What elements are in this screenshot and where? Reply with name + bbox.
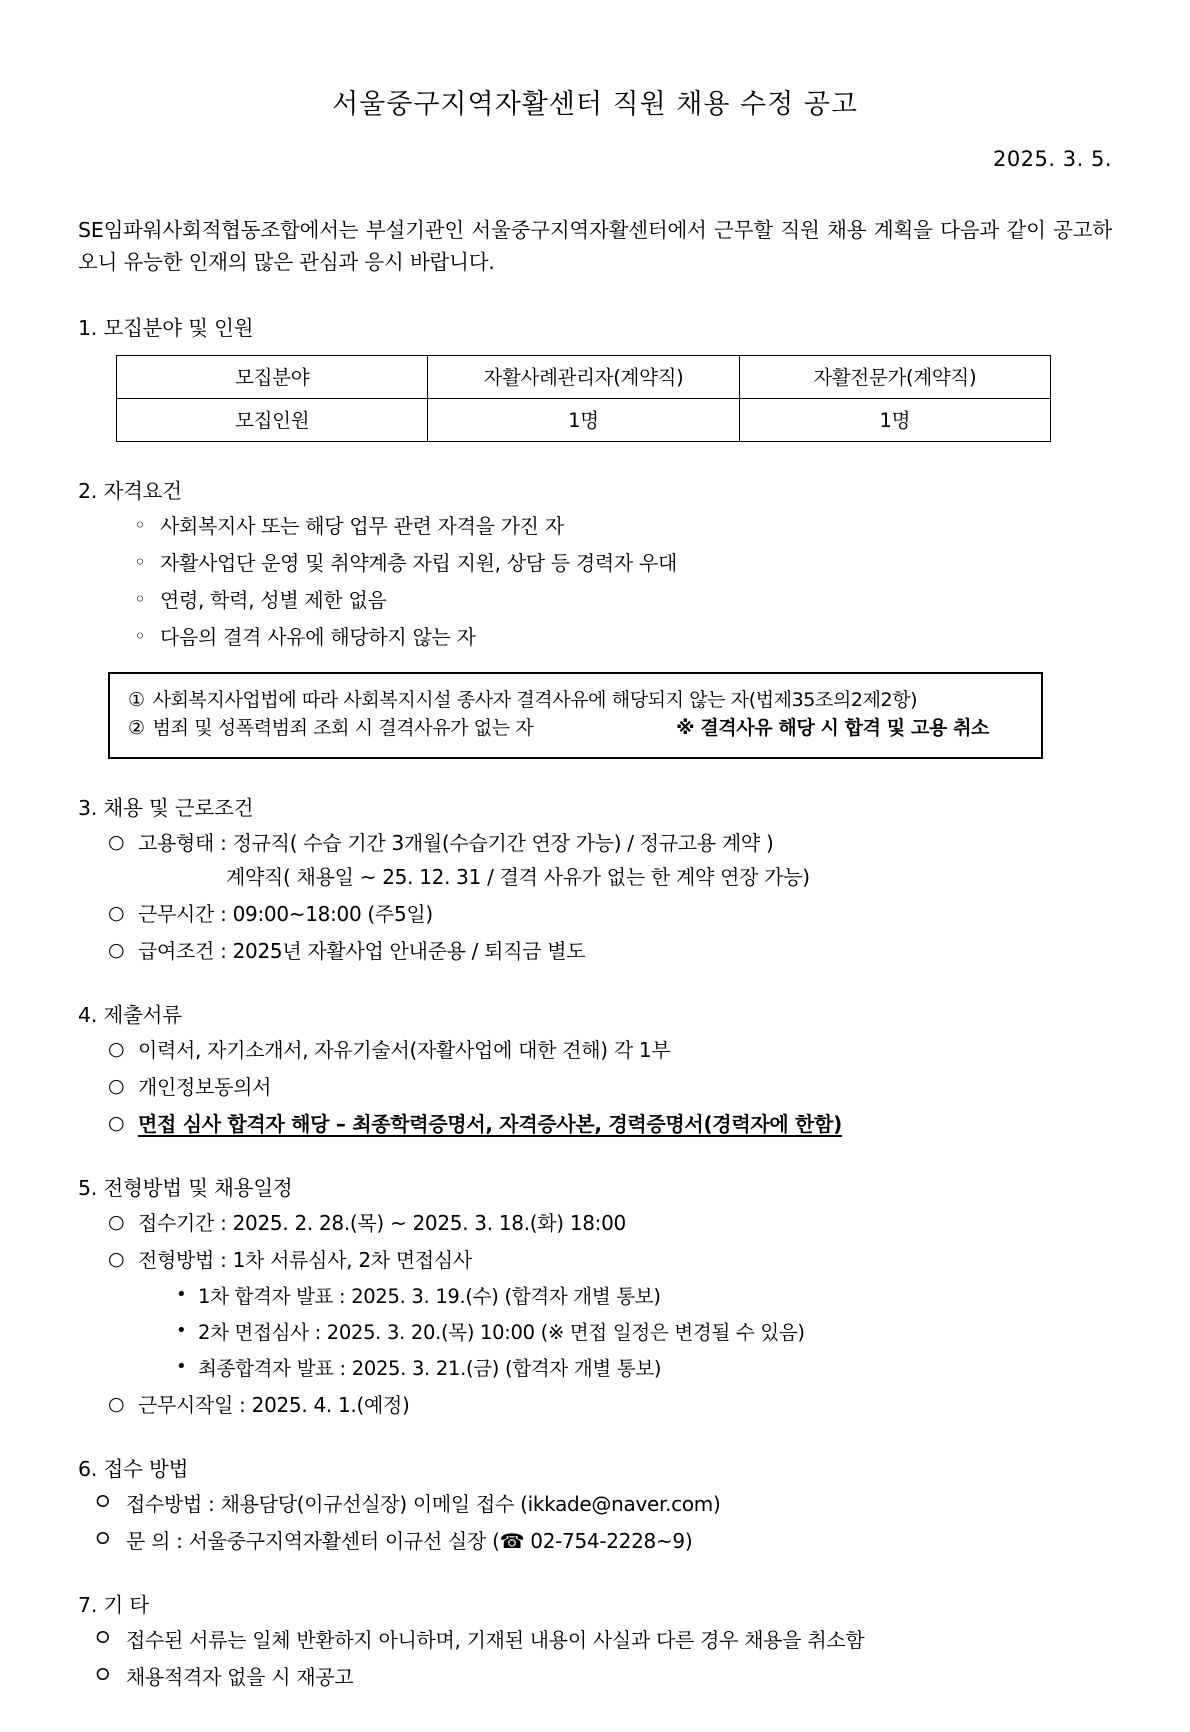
list-item: ○ 개인정보동의서 bbox=[108, 1072, 1112, 1102]
list-item: ○ 근무시간 : 09:00~18:00 (주5일) bbox=[108, 899, 1112, 929]
document-list bbox=[78, 1035, 1112, 1139]
table-cell: 자활사례관리자(계약직) bbox=[428, 355, 739, 398]
section-other bbox=[78, 1588, 1112, 1692]
schedule-sublist bbox=[78, 1282, 1112, 1384]
list-item: ◦ 자활사업단 운영 및 취약계층 자립 지원, 상담 등 경력자 우대 bbox=[134, 549, 1112, 578]
list-item: ○ 전형방법 : 1차 서류심사, 2차 면접심사 bbox=[108, 1245, 1112, 1275]
list-item: • 1차 합격자 발표 : 2025. 3. 19.(수) (합격자 개별 통보) bbox=[174, 1282, 1112, 1311]
section-application-method bbox=[78, 1452, 1112, 1556]
application-method-list bbox=[78, 1489, 1112, 1556]
schedule-list bbox=[78, 1208, 1112, 1275]
section-recruitment-fields bbox=[78, 311, 1112, 442]
disqualification-text: 범죄 및 성폭력범죄 조회 시 결격사유가 없는 자 bbox=[152, 717, 534, 740]
qualification-list bbox=[78, 512, 1112, 652]
list-item: ○ 고용형태 : 정규직( 수습 기간 3개월(수습기간 연장 가능) / 정규고용 계약 ) bbox=[108, 828, 1112, 858]
list-item: ⭘ 문 의 : 서울중구지역자활센터 이규선 실장 (☎ 02-754-2228~9) bbox=[96, 1526, 1112, 1556]
section-selection-schedule bbox=[78, 1171, 1112, 1421]
list-item: • 최종합격자 발표 : 2025. 3. 21.(금) (합격자 개별 통보) bbox=[174, 1354, 1112, 1383]
intro-paragraph: SE임파워사회적협동조합에서는 부설기관인 서울중구지역자활센터에서 근무할 직원 채용 계획을 다음과 같이 공고하오니 유능한 인재의 많은 관심과 응시 바랍니다. bbox=[78, 218, 1112, 274]
table-cell: 모집인원 bbox=[117, 398, 428, 441]
list-item: ○ 이력서, 자기소개서, 자유기술서(자활사업에 대한 견해) 각 1부 bbox=[108, 1035, 1112, 1065]
table-cell: 1명 bbox=[428, 398, 739, 441]
list-item: ○ 근무시작일 : 2025. 4. 1.(예정) bbox=[108, 1390, 1112, 1420]
list-marker: ② bbox=[128, 717, 145, 740]
disqualification-box bbox=[108, 672, 1043, 759]
section-qualifications bbox=[78, 474, 1112, 759]
disqualification-line-2 bbox=[128, 714, 1023, 743]
list-item: ⭘ 접수된 서류는 일체 반환하지 아니하며, 기재된 내용이 사실과 다른 경우 채용을 취소함 bbox=[96, 1625, 1112, 1655]
list-item: ○ 급여조건 : 2025년 자활사업 안내준용 / 퇴직금 별도 bbox=[108, 936, 1112, 966]
section7-heading: 7. 기 타 bbox=[78, 1593, 149, 1618]
list-marker: ① bbox=[128, 688, 145, 711]
section6-heading: 6. 접수 방법 bbox=[78, 1457, 189, 1482]
recruitment-table bbox=[116, 355, 1051, 442]
disqualification-line-1 bbox=[128, 686, 1023, 715]
section3-heading: 3. 채용 및 근로조건 bbox=[78, 795, 254, 820]
other-list bbox=[78, 1625, 1112, 1692]
list-item: • 2차 면접심사 : 2025. 3. 20.(목) 10:00 (※ 면접 일정은 변경될 수 있음) bbox=[174, 1318, 1112, 1347]
section1-heading: 1. 모집분야 및 인원 bbox=[78, 315, 254, 340]
list-item: ◦ 연령, 학력, 성별 제한 없음 bbox=[134, 586, 1112, 615]
table-cell: 모집분야 bbox=[117, 355, 428, 398]
list-item-emphasized: ○ 면접 심사 합격자 해당 – 최종학력증명서, 자격증사본, 경력증명서(경력자에 한함) bbox=[108, 1109, 1112, 1139]
employment-contract-continuation: 계약직( 채용일 ~ 25. 12. 31 / 결격 사유가 없는 한 계약 연장 가능) bbox=[226, 864, 810, 889]
employment-condition-list-2 bbox=[78, 899, 1112, 966]
section2-heading: 2. 자격요건 bbox=[78, 478, 182, 503]
list-item: ○ 접수기간 : 2025. 2. 28.(목) ~ 2025. 3. 18.(화) 18:00 bbox=[108, 1208, 1112, 1238]
table-row bbox=[117, 355, 1051, 398]
table-cell: 1명 bbox=[739, 398, 1050, 441]
table-row bbox=[117, 398, 1051, 441]
section5-heading: 5. 전형방법 및 채용일정 bbox=[78, 1175, 293, 1200]
table-cell: 자활전문가(계약직) bbox=[739, 355, 1050, 398]
list-item: ⭘ 접수방법 : 채용담당(이규선실장) 이메일 접수 (ikkade@naver.com) bbox=[96, 1489, 1112, 1519]
disqualification-text: 사회복지사업법에 따라 사회복지시설 종사자 결격사유에 해당되지 않는 자(법제35조의2제2항) bbox=[152, 688, 918, 711]
schedule-list-2 bbox=[78, 1390, 1112, 1420]
document-date: 2025. 3. 5. bbox=[992, 147, 1112, 171]
section-documents bbox=[78, 998, 1112, 1139]
list-item: ◦ 다음의 결격 사유에 해당하지 않는 자 bbox=[134, 623, 1112, 652]
list-item: ◦ 사회복지사 또는 해당 업무 관련 자격을 가진 자 bbox=[134, 512, 1112, 541]
list-item: ⭘ 채용적격자 없을 시 재공고 bbox=[96, 1662, 1112, 1692]
disqualification-warning: ※ 결격사유 해당 시 합격 및 고용 취소 bbox=[676, 717, 989, 740]
section4-heading: 4. 제출서류 bbox=[78, 1002, 182, 1027]
employment-condition-list bbox=[78, 828, 1112, 858]
page-title: 서울중구지역자활센터 직원 채용 수정 공고 bbox=[332, 89, 858, 120]
section-employment-conditions bbox=[78, 791, 1112, 966]
